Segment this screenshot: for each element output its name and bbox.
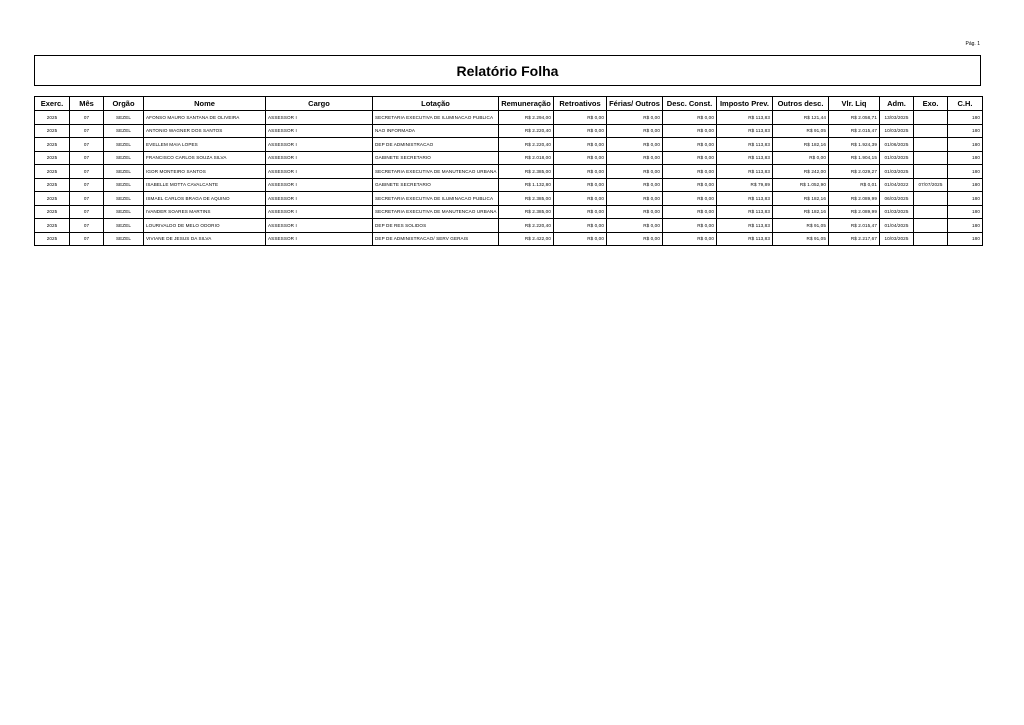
cell-nome: LOURIVALDO DE MELO ODORIO: [144, 219, 266, 233]
cell-vlr-liq: R$ 2.029,27: [829, 165, 880, 179]
table-row: [35, 124, 983, 138]
cell-vlr-liq: R$ 2.015,47: [829, 219, 880, 233]
cell-ch: 180: [948, 219, 983, 233]
cell-orgao: SEZEL: [104, 124, 144, 138]
cell-retroativos: R$ 0,00: [554, 165, 607, 179]
cell-remuneracao: R$ 2.385,00: [499, 192, 554, 206]
cell-outros-desc: R$ 121,44: [773, 111, 829, 125]
column-header-orgao: Orgão: [104, 97, 144, 111]
cell-remuneracao: R$ 2.294,00: [499, 111, 554, 125]
column-header-cargo: Cargo: [266, 97, 373, 111]
cell-exo: [914, 124, 948, 138]
column-header-nome: Nome: [144, 97, 266, 111]
table-row: [35, 232, 983, 246]
cell-desc-const: R$ 0,00: [663, 124, 717, 138]
cell-exerc: 2025: [35, 178, 70, 192]
cell-lotacao: GABINETE SECRETARIO: [373, 178, 499, 192]
cell-exo: [914, 232, 948, 246]
cell-exo: [914, 138, 948, 152]
cell-vlr-liq: R$ 2.058,71: [829, 111, 880, 125]
cell-mes: 07: [70, 192, 104, 206]
column-header-imposto-prev: Imposto Prev.: [717, 97, 773, 111]
cell-vlr-liq: R$ 2.015,47: [829, 124, 880, 138]
cell-nome: ANTONIO WAGNER DOS SANTOS: [144, 124, 266, 138]
cell-exerc: 2025: [35, 124, 70, 138]
cell-ferias-outros: R$ 0,00: [607, 205, 663, 219]
cell-remuneracao: R$ 2.220,40: [499, 124, 554, 138]
report-title-box: [34, 55, 981, 86]
cell-desc-const: R$ 0,00: [663, 165, 717, 179]
cell-ch: 180: [948, 124, 983, 138]
cell-exerc: 2025: [35, 205, 70, 219]
column-header-exerc: Exerc.: [35, 97, 70, 111]
cell-vlr-liq: R$ 2.089,99: [829, 205, 880, 219]
cell-vlr-liq: R$ 1.904,15: [829, 151, 880, 165]
cell-nome: FRANCISCO CARLOS SOUZA SILVA: [144, 151, 266, 165]
cell-vlr-liq: R$ 2.089,99: [829, 192, 880, 206]
column-header-ferias-outros: Férias/ Outros: [607, 97, 663, 111]
cell-ferias-outros: R$ 0,00: [607, 138, 663, 152]
cell-mes: 07: [70, 124, 104, 138]
cell-ch: 180: [948, 111, 983, 125]
cell-mes: 07: [70, 232, 104, 246]
cell-exerc: 2025: [35, 219, 70, 233]
cell-retroativos: R$ 0,00: [554, 151, 607, 165]
cell-vlr-liq: R$ 1.924,39: [829, 138, 880, 152]
cell-retroativos: R$ 0,00: [554, 124, 607, 138]
cell-nome: IVANDER SOARES MARTINS: [144, 205, 266, 219]
cell-imposto-prev: R$ 113,83: [717, 151, 773, 165]
cell-nome: ISMAEL CARLOS BRAGA DE AQUINO: [144, 192, 266, 206]
cell-lotacao: SECRETARIA EXECUTIVA DE ILUMINACAO PUBLICA: [373, 111, 499, 125]
cell-adm: 01/03/2025: [880, 151, 914, 165]
cell-outros-desc: R$ 91,05: [773, 124, 829, 138]
column-header-adm: Adm.: [880, 97, 914, 111]
cell-cargo: ASSESSOR I: [266, 165, 373, 179]
cell-ch: 180: [948, 205, 983, 219]
cell-ch: 180: [948, 232, 983, 246]
cell-cargo: ASSESSOR I: [266, 138, 373, 152]
cell-exo: [914, 165, 948, 179]
cell-mes: 07: [70, 165, 104, 179]
cell-ch: 180: [948, 138, 983, 152]
cell-orgao: SEZEL: [104, 205, 144, 219]
cell-imposto-prev: R$ 113,83: [717, 219, 773, 233]
cell-mes: 07: [70, 111, 104, 125]
cell-imposto-prev: R$ 113,83: [717, 165, 773, 179]
cell-exerc: 2025: [35, 165, 70, 179]
page-number: Pág. 1: [965, 41, 980, 47]
cell-cargo: ASSESSOR I: [266, 192, 373, 206]
cell-desc-const: R$ 0,00: [663, 205, 717, 219]
cell-ferias-outros: R$ 0,00: [607, 151, 663, 165]
cell-desc-const: R$ 0,00: [663, 192, 717, 206]
cell-desc-const: R$ 0,00: [663, 138, 717, 152]
cell-lotacao: GABINETE SECRETARIO: [373, 151, 499, 165]
cell-orgao: SEZEL: [104, 165, 144, 179]
cell-retroativos: R$ 0,00: [554, 205, 607, 219]
column-header-retroativos: Retroativos: [554, 97, 607, 111]
cell-vlr-liq: R$ 0,01: [829, 178, 880, 192]
cell-retroativos: R$ 0,00: [554, 232, 607, 246]
cell-lotacao: DEP DE ADMINISTRACAO: [373, 138, 499, 152]
cell-outros-desc: R$ 182,16: [773, 205, 829, 219]
cell-orgao: SEZEL: [104, 178, 144, 192]
cell-cargo: ASSESSOR I: [266, 219, 373, 233]
cell-retroativos: R$ 0,00: [554, 178, 607, 192]
cell-lotacao: SECRETARIA EXECUTIVA DE MANUTENCAO URBANA: [373, 205, 499, 219]
column-header-remuneracao: Remuneração: [499, 97, 554, 111]
cell-outros-desc: R$ 182,16: [773, 192, 829, 206]
cell-retroativos: R$ 0,00: [554, 138, 607, 152]
cell-desc-const: R$ 0,00: [663, 151, 717, 165]
table-row: [35, 219, 983, 233]
cell-exerc: 2025: [35, 151, 70, 165]
column-header-vlr-liq: Vlr. Liq: [829, 97, 880, 111]
cell-exo: 07/07/2025: [914, 178, 948, 192]
table-row: [35, 151, 983, 165]
cell-cargo: ASSESSOR I: [266, 232, 373, 246]
cell-exerc: 2025: [35, 232, 70, 246]
cell-adm: 01/06/2025: [880, 138, 914, 152]
cell-imposto-prev: R$ 113,83: [717, 124, 773, 138]
cell-outros-desc: R$ 91,05: [773, 232, 829, 246]
cell-cargo: ASSESSOR I: [266, 151, 373, 165]
cell-adm: 13/03/2025: [880, 111, 914, 125]
cell-desc-const: R$ 0,00: [663, 111, 717, 125]
cell-imposto-prev: R$ 113,83: [717, 111, 773, 125]
cell-imposto-prev: R$ 113,83: [717, 232, 773, 246]
cell-cargo: ASSESSOR I: [266, 111, 373, 125]
cell-nome: ISABELLE MOTTA CAVALCANTE: [144, 178, 266, 192]
cell-orgao: SEZEL: [104, 219, 144, 233]
column-header-exo: Exo.: [914, 97, 948, 111]
cell-orgao: SEZEL: [104, 151, 144, 165]
table-header-row: [35, 97, 983, 111]
cell-outros-desc: R$ 1.052,90: [773, 178, 829, 192]
cell-imposto-prev: R$ 113,83: [717, 138, 773, 152]
cell-lotacao: NAO INFORMADA: [373, 124, 499, 138]
cell-adm: 01/03/2025: [880, 205, 914, 219]
column-header-mes: Mês: [70, 97, 104, 111]
cell-remuneracao: R$ 2.018,00: [499, 151, 554, 165]
cell-mes: 07: [70, 151, 104, 165]
cell-adm: 06/03/2025: [880, 192, 914, 206]
cell-ferias-outros: R$ 0,00: [607, 232, 663, 246]
cell-nome: VIVIANE DE JESUS DA SILVA: [144, 232, 266, 246]
cell-ch: 180: [948, 178, 983, 192]
cell-exo: [914, 111, 948, 125]
cell-exerc: 2025: [35, 192, 70, 206]
cell-vlr-liq: R$ 2.217,67: [829, 232, 880, 246]
cell-ferias-outros: R$ 0,00: [607, 111, 663, 125]
column-header-desc-const: Desc. Const.: [663, 97, 717, 111]
cell-adm: 01/04/2022: [880, 178, 914, 192]
cell-adm: 10/03/2025: [880, 232, 914, 246]
cell-mes: 07: [70, 205, 104, 219]
cell-nome: IGOR MONTEIRO SANTOS: [144, 165, 266, 179]
cell-nome: EVELLEM MAIA LOPES: [144, 138, 266, 152]
cell-exo: [914, 192, 948, 206]
cell-exo: [914, 151, 948, 165]
cell-desc-const: R$ 0,00: [663, 219, 717, 233]
cell-lotacao: SECRETARIA EXECUTIVA DE MANUTENCAO URBANA: [373, 165, 499, 179]
cell-cargo: ASSESSOR I: [266, 178, 373, 192]
table-row: [35, 165, 983, 179]
cell-imposto-prev: R$ 113,83: [717, 205, 773, 219]
cell-ch: 180: [948, 151, 983, 165]
cell-exo: [914, 219, 948, 233]
cell-desc-const: R$ 0,00: [663, 178, 717, 192]
cell-orgao: SEZEL: [104, 111, 144, 125]
cell-outros-desc: R$ 0,00: [773, 151, 829, 165]
cell-exerc: 2025: [35, 111, 70, 125]
cell-mes: 07: [70, 219, 104, 233]
table-row: [35, 205, 983, 219]
cell-orgao: SEZEL: [104, 138, 144, 152]
cell-lotacao: DEP DE RES SOLIDOS: [373, 219, 499, 233]
payroll-table: [34, 96, 983, 246]
table-row: [35, 192, 983, 206]
cell-lotacao: SECRETARIA EXECUTIVA DE ILUMINACAO PUBLICA: [373, 192, 499, 206]
cell-desc-const: R$ 0,00: [663, 232, 717, 246]
cell-mes: 07: [70, 178, 104, 192]
cell-imposto-prev: R$ 113,83: [717, 192, 773, 206]
column-header-ch: C.H.: [948, 97, 983, 111]
cell-ferias-outros: R$ 0,00: [607, 219, 663, 233]
cell-exerc: 2025: [35, 138, 70, 152]
cell-retroativos: R$ 0,00: [554, 219, 607, 233]
cell-imposto-prev: R$ 79,89: [717, 178, 773, 192]
cell-orgao: SEZEL: [104, 232, 144, 246]
cell-ch: 180: [948, 192, 983, 206]
cell-cargo: ASSESSOR I: [266, 124, 373, 138]
cell-remuneracao: R$ 2.422,00: [499, 232, 554, 246]
cell-outros-desc: R$ 182,16: [773, 138, 829, 152]
cell-ch: 180: [948, 165, 983, 179]
cell-exo: [914, 205, 948, 219]
cell-remuneracao: R$ 2.385,00: [499, 205, 554, 219]
cell-retroativos: R$ 0,00: [554, 192, 607, 206]
cell-mes: 07: [70, 138, 104, 152]
cell-ferias-outros: R$ 0,00: [607, 165, 663, 179]
cell-remuneracao: R$ 2.385,00: [499, 165, 554, 179]
column-header-outros-desc: Outros desc.: [773, 97, 829, 111]
cell-orgao: SEZEL: [104, 192, 144, 206]
cell-outros-desc: R$ 242,00: [773, 165, 829, 179]
table-row: [35, 111, 983, 125]
cell-outros-desc: R$ 91,05: [773, 219, 829, 233]
cell-remuneracao: R$ 1.132,80: [499, 178, 554, 192]
cell-remuneracao: R$ 2.220,40: [499, 138, 554, 152]
cell-adm: 01/03/2025: [880, 165, 914, 179]
cell-cargo: ASSESSOR I: [266, 205, 373, 219]
cell-retroativos: R$ 0,00: [554, 111, 607, 125]
report-title: Relatório Folha: [456, 62, 559, 79]
cell-remuneracao: R$ 2.220,40: [499, 219, 554, 233]
cell-adm: 10/03/2025: [880, 124, 914, 138]
column-header-lotacao: Lotação: [373, 97, 499, 111]
table-row: [35, 138, 983, 152]
cell-lotacao: DEP DE ADMINISTRACAO/ SERV GERAIS: [373, 232, 499, 246]
cell-ferias-outros: R$ 0,00: [607, 178, 663, 192]
cell-nome: AFONSO MAURO SANTANA DE OLIVEIRA: [144, 111, 266, 125]
table-row: [35, 178, 983, 192]
cell-ferias-outros: R$ 0,00: [607, 124, 663, 138]
table-body: [35, 111, 983, 246]
cell-ferias-outros: R$ 0,00: [607, 192, 663, 206]
cell-adm: 01/04/2025: [880, 219, 914, 233]
